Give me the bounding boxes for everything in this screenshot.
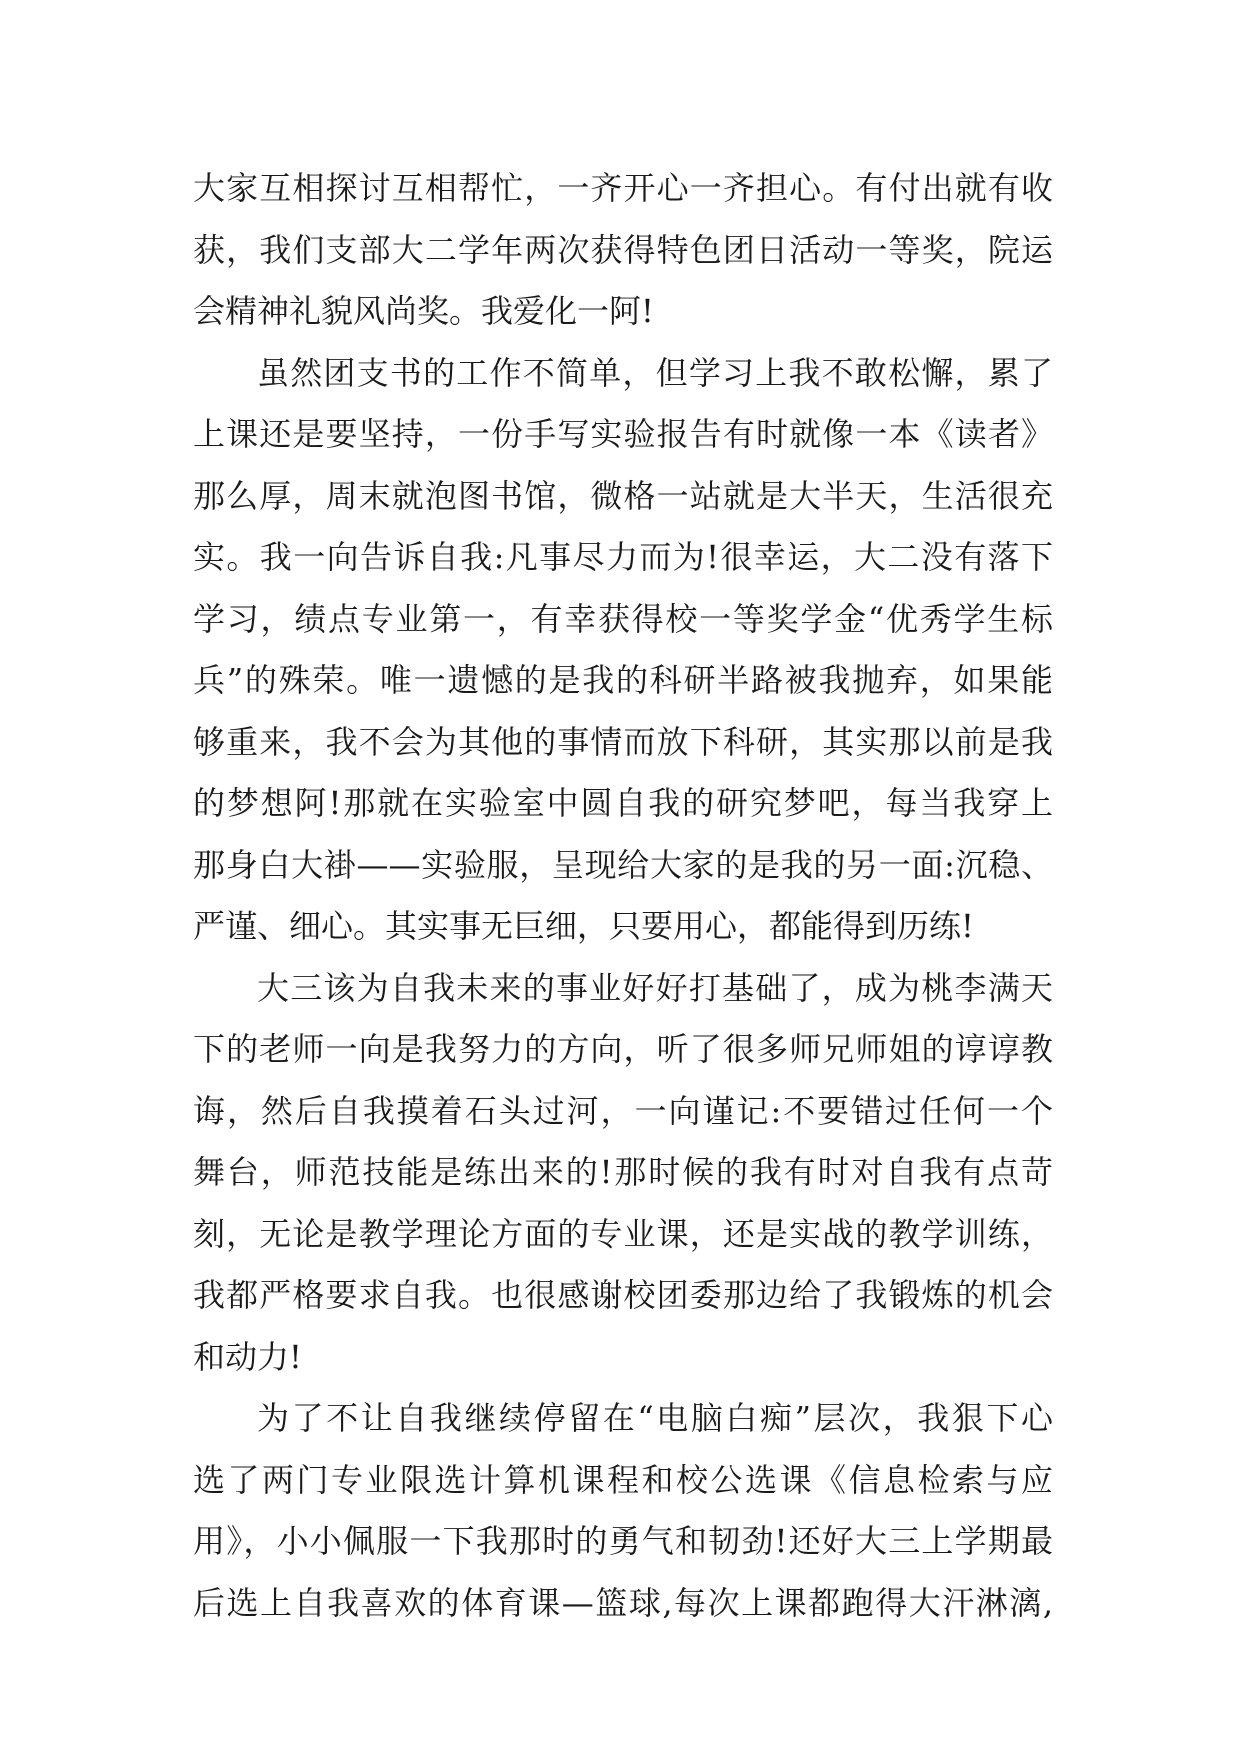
text-line: 严谨、细心。其实事无巨细，只要用心，都能得到历练! [193, 907, 974, 945]
text-line: 获，我们支部大二学年两次获得特色团日活动一等奖，院运 [193, 230, 1053, 269]
text-line: 刻，无论是教学理论方面的专业课，还是实战的教学训练， [193, 1214, 1053, 1253]
body-text [193, 158, 1053, 1634]
text-line: 虽然团支书的工作不简单，但学习上我不敢松懈，累了 [257, 353, 1053, 392]
text-line: 上课还是要坚持，一份手写实验报告有时就像一本《读者》 [193, 415, 1053, 453]
text-line: 兵”的殊荣。唯一遗憾的是我的科研半路被我抛弃，如果能 [193, 661, 1053, 699]
text-line: 会精神礼貌风尚奖。我爱化一阿! [193, 292, 654, 330]
text-line: 大家互相探讨互相帮忙，一齐开心一齐担心。有付出就有收 [193, 169, 1053, 207]
text-line: 诲，然后自我摸着石头过河，一向谨记:不要错过任何一个 [193, 1091, 1053, 1130]
text-line: 的梦想阿!那就在实验室中圆自我的研究梦吧，每当我穿上 [193, 784, 1053, 822]
text-line: 那么厚，周末就泡图书馆，微格一站就是大半天，生活很充 [193, 476, 1053, 515]
text-line: 后选上自我喜欢的体育课—篮球,每次上课都跑得大汗淋漓, [193, 1583, 1053, 1622]
text-line: 下的老师一向是我努力的方向，听了很多师兄师姐的谆谆教 [193, 1030, 1053, 1068]
text-line: 那身白大褂——实验服，呈现给大家的是我的另一面:沉稳、 [193, 845, 1053, 884]
text-line: 我都严格要求自我。也很感谢校团委那边给了我锻炼的机会 [193, 1276, 1053, 1314]
text-line: 用》，小小佩服一下我那时的勇气和韧劲!还好大三上学期最 [193, 1522, 1053, 1560]
text-line: 学习，绩点专业第一，有幸获得校一等奖学金“优秀学生标 [193, 599, 1053, 638]
text-line: 实。我一向告诉自我:凡事尽力而为!很幸运，大二没有落下 [193, 538, 1053, 576]
text-line: 选了两门专业限选计算机课程和校公选课《信息检索与应 [193, 1460, 1053, 1499]
text-line: 为了不让自我继续停留在“电脑白痴”层次，我狠下心 [257, 1399, 1053, 1437]
text-line: 大三该为自我未来的事业好好打基础了，成为桃李满天 [257, 968, 1053, 1007]
text-line: 够重来，我不会为其他的事情而放下科研，其实那以前是我 [193, 722, 1053, 761]
text-line: 和动力! [193, 1337, 302, 1376]
text-line: 舞台，师范技能是练出来的!那时候的我有时对自我有点苛 [193, 1153, 1053, 1191]
